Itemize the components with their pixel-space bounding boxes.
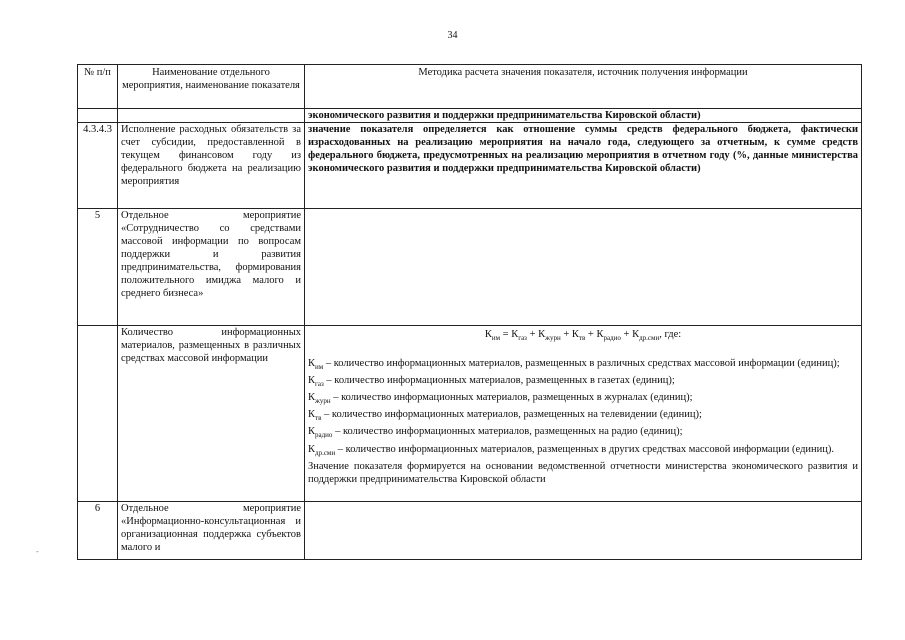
table-header-row	[78, 65, 862, 109]
page-number: 34	[447, 30, 458, 41]
row-name: Отдельное мероприятие «Сотрудничество со средствами массовой информации по вопросам поддержки и развития предпринимательства, формирования положительного имиджа малого и среднего бизнеса»	[118, 209, 305, 326]
table-row	[78, 123, 862, 209]
row-method	[305, 326, 862, 502]
table-row	[78, 209, 862, 326]
indicator-table	[77, 64, 862, 560]
header-method: Методика расчета значения показателя, источник получения информации	[305, 65, 862, 109]
table-row	[78, 502, 862, 560]
header-name: Наименование отдельного мероприятия, наименование показателя	[118, 65, 305, 109]
table-row	[78, 109, 862, 123]
formula-definition: $К_{радио}$ – количество информационных материалов, размещенных на радио (единиц);	[308, 426, 683, 440]
header-num: № п/п	[78, 65, 118, 109]
formula-definition: $К_{им}$ – количество информационных материалов, размещенных в различных средствах массовой информации (единиц);	[308, 358, 840, 372]
row-num: 6	[78, 502, 118, 560]
row-name	[118, 109, 305, 123]
data-source-note: Значение показателя формируется на основании ведомственной отчетности министерства экономического развития и поддержки предпринимательства Кировской области	[308, 460, 858, 485]
row-num	[78, 109, 118, 123]
margin-mark: -	[36, 547, 39, 556]
formula-definition: $К_{газ}$ – количество информационных материалов, размещенных в газетах (единиц);	[308, 375, 675, 389]
row-name: Количество информационных материалов, размещенных в различных средствах массовой информации	[118, 326, 305, 502]
row-num: 4.3.4.3	[78, 123, 118, 209]
row-num: 5	[78, 209, 118, 326]
formula-definition: $К_{тв}$ – количество информационных материалов, размещенных на телевидении (единиц);	[308, 409, 702, 423]
row-method	[305, 502, 862, 560]
table-row	[78, 326, 862, 502]
row-name: Отдельное мероприятие «Информационно-консультационная и организационная поддержка субъектов малого и	[118, 502, 305, 560]
formula-definition: $К_{журн}$ – количество информационных материалов, размещенных в журналах (единиц);	[308, 392, 693, 406]
row-num	[78, 326, 118, 502]
formula-definition: $К_{др.сми}$ – количество информационных материалов, размещенных в других средствах массовой информации (единиц).	[308, 443, 835, 457]
row-name: Исполнение расходных обязательств за счет субсидии, предоставленной в текущем финансовом году из федерального бюджета на реализацию мероприятия	[118, 123, 305, 209]
indicator-formula: $К_{им} = К_{газ} + К_{журн} + К_{тв} + К_{радио} + К_{др.сми}$, где:	[484, 329, 682, 343]
row-method	[305, 209, 862, 326]
row-method: экономического развития и поддержки предпринимательства Кировской области)	[305, 109, 862, 123]
row-method: значение показателя определяется как отношение суммы средств федерального бюджета, фактически израсходованных на реализацию мероприятия на начало года, следующего за отчетным, к сумме средств федерального бюджета, предусмотренных на реализацию мероприятия в отчетном году (%, данные министерства экономического развития и поддержки предпринимательства Кировской области)	[305, 123, 862, 209]
